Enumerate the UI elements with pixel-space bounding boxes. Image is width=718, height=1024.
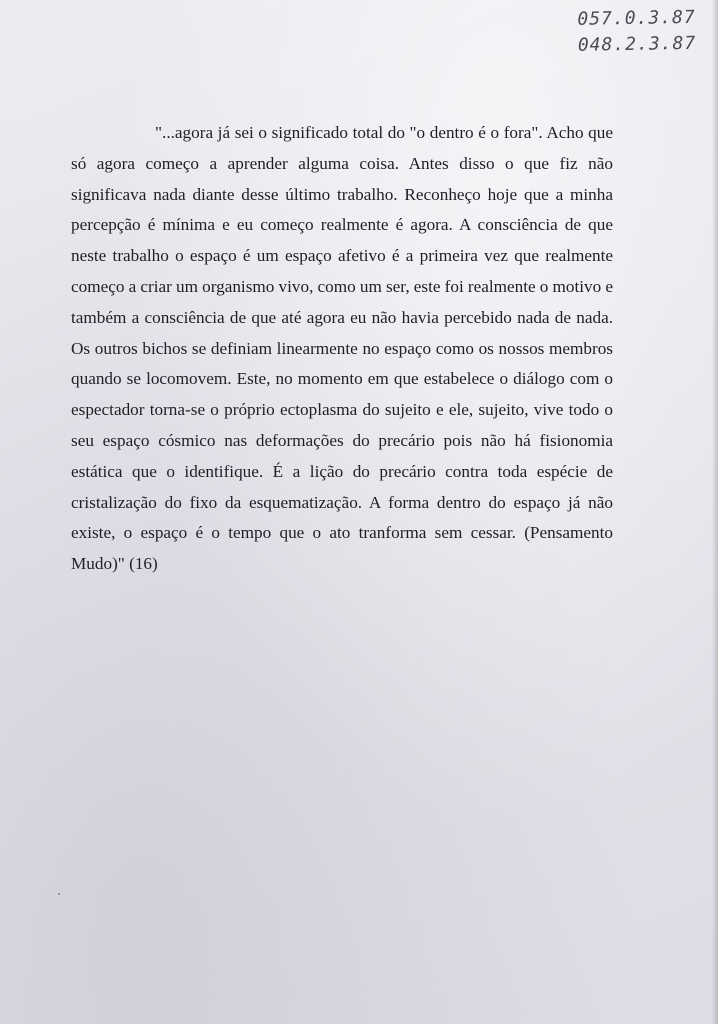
- handwritten-line-1: 057.0.3.87: [577, 6, 696, 30]
- text-line: também a consciência de que até agora eu não havia percebido nada de nada.: [71, 307, 613, 327]
- text-line: "...agora já sei o significado total do "o dentro é o fora". Acho que: [155, 123, 613, 142]
- text-line: começo a criar um organismo vivo, como um ser, este foi realmente o motivo e: [71, 276, 613, 296]
- text-line: espectador torna-se o próprio ectoplasma do sujeito e ele, sujeito, vive todo o: [71, 400, 613, 420]
- text-line: percepção é mínima e eu começo realmente é agora. A consciência de que: [71, 215, 613, 235]
- handwritten-line-2: 048.2.3.87: [577, 32, 697, 56]
- text-line: estática que o identifique. É a lição do precário contra toda espécie de: [71, 461, 613, 481]
- text-line: seu espaço cósmico nas deformações do precário pois não há fisionomia: [71, 430, 613, 450]
- text-line: Os outros bichos se definiam linearmente no espaço como os nossos membros: [71, 338, 613, 358]
- text-line: existe, o espaço é o tempo que o ato tranforma sem cessar. (Pensamento: [71, 523, 613, 543]
- handwritten-annotation: [556, 5, 697, 59]
- quote-paragraph: [71, 118, 613, 580]
- text-line: Mudo)" (16): [71, 554, 158, 574]
- text-line: neste trabalho o espaço é um espaço afetivo é a primeira vez que realmente: [71, 246, 613, 266]
- text-line: só agora começo a aprender alguma coisa. Antes disso o que fiz não: [71, 153, 613, 173]
- text-line: quando se locomovem. Este, no momento em que estabelece o diálogo com o: [71, 369, 613, 389]
- text-line: significava nada diante desse último trabalho. Reconheço hoje que a minha: [71, 184, 613, 204]
- paper-speck: [58, 893, 60, 895]
- page-edge-shadow: [712, 0, 718, 1024]
- text-line: cristalização do fixo da esquematização. A forma dentro do espaço já não: [71, 492, 613, 512]
